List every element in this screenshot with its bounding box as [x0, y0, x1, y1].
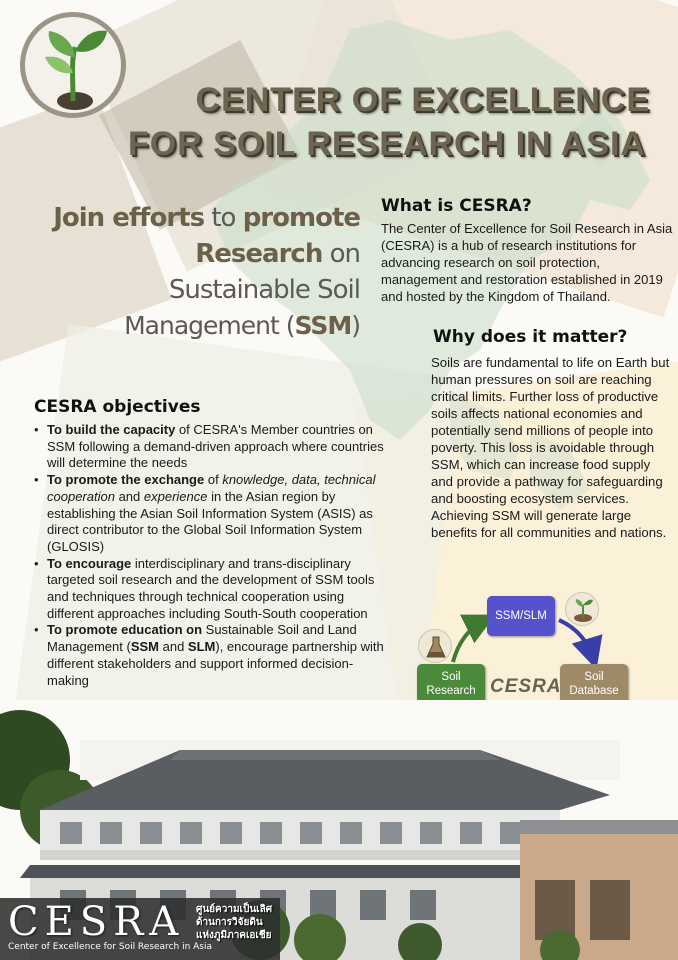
cesra-sign	[8, 899, 213, 952]
why-body: Soils are fundamental to life on Earth but human pressures on soil are reaching critical limits. Further loss of productive soils affects national economies and potentially send millions of people into poverty. This loss is avoidable through SSM, which can increase food supply and provide a pathway for safeguarding and boosting ecosystem services. Achieving SSM will generate large benefits for all communities and nations.	[431, 355, 670, 540]
item-text: and	[159, 639, 188, 655]
list-item	[34, 422, 389, 472]
tagline-word: promote	[242, 203, 360, 233]
tagline-word: Join efforts	[53, 203, 205, 233]
plant-icon	[565, 592, 599, 626]
tagline-word: Management (	[124, 311, 295, 340]
list-item	[34, 622, 389, 689]
tagline-word: Research	[195, 239, 323, 269]
thai-sign	[196, 903, 272, 942]
item-text: ), encourage partnership with different stakeholders and support informed decision-making	[47, 639, 384, 688]
node-soil-research: Soil Research	[417, 664, 485, 704]
item-lead: To promote education on	[47, 622, 203, 638]
item-lead: To build the capacity	[47, 422, 176, 437]
tagline-word: )	[351, 311, 360, 340]
what-heading: What is CESRA?	[381, 196, 532, 216]
list-item	[34, 556, 389, 623]
item-text: in the Asian region by establishing the Asian Soil Information System (ASIS) as direct contributor to the Global Soil Information System (GLOSIS)	[47, 488, 373, 554]
item-lead: To encourage	[47, 555, 132, 571]
poster-title	[90, 78, 650, 166]
node-ssm-slm: SSM/SLM	[487, 596, 555, 636]
tagline-word: SSM	[294, 311, 352, 340]
objectives-list	[34, 422, 389, 689]
item-text: SLM	[187, 639, 216, 655]
list-item	[34, 472, 389, 556]
thai-line: ด้านการวิจัยดิน	[196, 917, 263, 928]
item-text: experience	[143, 488, 208, 504]
tagline-word: to	[211, 203, 236, 233]
title-line-2: FOR SOIL RESEARCH IN ASIA	[127, 125, 646, 163]
item-text: and	[114, 488, 144, 504]
item-text: of	[204, 472, 223, 488]
item-text: interdisciplinary and trans-disciplinary targeted soil research and the development of SSM tools and techniques through technical cooperation using different approaches including South-South cooperation	[47, 555, 375, 621]
tagline	[40, 200, 360, 344]
item-text: Sustainable Soil and Land Management (	[47, 622, 357, 655]
item-lead: To promote the exchange	[47, 472, 205, 488]
cycle-center-label: CESRA	[490, 676, 562, 697]
objectives-heading: CESRA objectives	[34, 397, 201, 417]
tagline-word: on	[329, 239, 360, 269]
sign-title: CESRA	[8, 899, 185, 945]
why-heading: Why does it matter?	[433, 327, 628, 347]
what-body: The Center of Excellence for Soil Research in Asia (CESRA) is a hub of research institutions for advancing research on soil protection, management and restoration established in 2019 and hosted by the Kingdom of Thailand.	[381, 221, 673, 304]
item-text: knowledge, data, technical cooperation	[47, 472, 376, 504]
item-text: of CESRA's Member countries on SSM following a demand-driven approach where countries will determine the needs	[47, 422, 384, 471]
thai-line: ศูนย์ความเป็นเลิศ	[196, 904, 273, 915]
tagline-word: Sustainable Soil	[168, 275, 360, 305]
node-soil-database: Soil Database	[560, 664, 628, 704]
sign-subtitle: Center of Excellence for Soil Research in Asia	[8, 942, 213, 952]
arrow-res-to-ssm	[453, 620, 485, 662]
item-text: SSM	[130, 639, 159, 655]
title-line-1: CENTER OF EXCELLENCE	[195, 81, 650, 119]
flask-icon	[418, 629, 452, 663]
thai-line: แห่งภูมิภาคเอเชีย	[196, 930, 272, 941]
